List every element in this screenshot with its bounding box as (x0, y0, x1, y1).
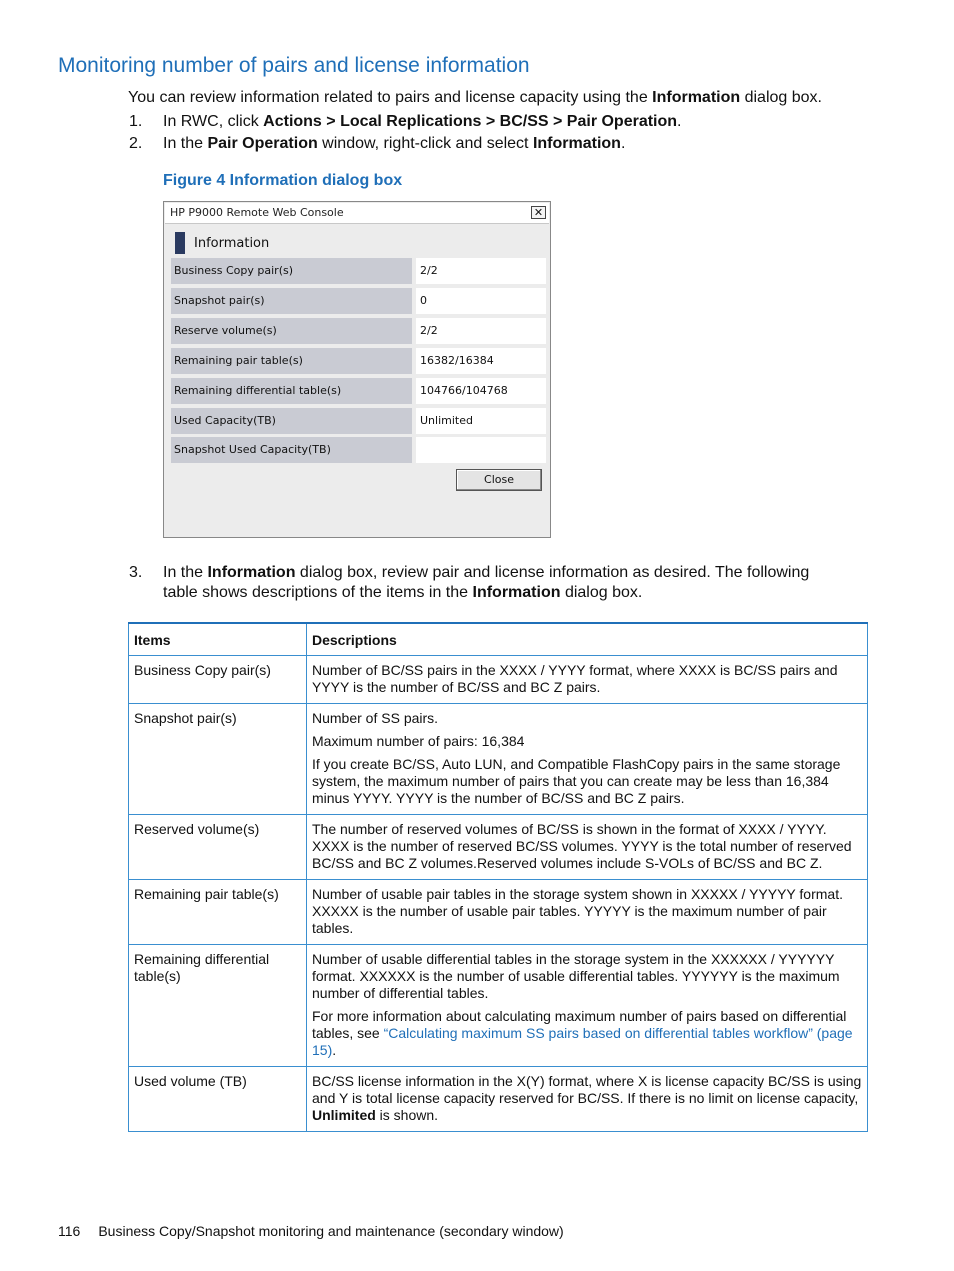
item-cell: Remaining differential table(s) (129, 945, 307, 1067)
table-row (129, 815, 868, 880)
dialog-heading: Information (194, 236, 270, 251)
step-number: 2. (129, 135, 143, 152)
info-label: Snapshot Used Capacity(TB) (171, 437, 412, 463)
item-cell: Used volume (TB) (129, 1067, 307, 1132)
info-label: Snapshot pair(s) (171, 288, 412, 314)
description-cell: The number of reserved volumes of BC/SS is shown in the format of XXXX / YYYY. XXXX is the number of reserved BC/SS volumes. YYYY is the total number of reserved BC/SS and BC Z volumes.Reserved volumes include S-VOLs of BC/SS and BC Z. (307, 815, 868, 880)
step-3-line-1: In the Information dialog box, review pair and license information as desired. The following (163, 564, 810, 581)
dialog-window-title: HP P9000 Remote Web Console (170, 206, 344, 219)
info-row (171, 348, 546, 374)
info-value: 2/2 (416, 318, 546, 344)
info-value: 104766/104768 (416, 378, 546, 404)
description-cell: Number of SS pairs. Maximum number of pairs: 16,384 If you create BC/SS, Auto LUN, and Compatible FlashCopy pairs in the same storage system, the maximum number of pairs that you can create may be less than 16,384 minus YYYY. YYYY is the number of BC/SS and BC Z pairs. (307, 704, 868, 815)
table-row (129, 945, 868, 1067)
step-3-line-2: table shows descriptions of the items in the Information dialog box. (163, 584, 643, 601)
header-items: Items (129, 623, 307, 656)
info-value: 16382/16384 (416, 348, 546, 374)
page-number: 116 (58, 1223, 81, 1239)
step-2-text: In the Pair Operation window, right-click and select Information. (163, 135, 626, 152)
page-title: Monitoring number of pairs and license information (58, 54, 530, 77)
info-value: Unlimited (416, 408, 546, 434)
header-descriptions: Descriptions (307, 623, 868, 656)
description-cell: Number of usable pair tables in the storage system shown in XXXXX / YYYYY format. XXXXX is the number of usable pair tables. YYYYY is the maximum number of pair tables. (307, 880, 868, 945)
info-label: Remaining pair table(s) (171, 348, 412, 374)
info-label: Business Copy pair(s) (171, 258, 412, 284)
info-label: Used Capacity(TB) (171, 408, 412, 434)
info-row (171, 437, 546, 463)
intro-paragraph: You can review information related to pairs and license capacity using the Information dialog box. (128, 89, 822, 106)
close-icon[interactable]: ✕ (531, 206, 546, 219)
table-row (129, 704, 868, 815)
info-value: 0 (416, 288, 546, 314)
info-label: Reserve volume(s) (171, 318, 412, 344)
info-label: Remaining differential table(s) (171, 378, 412, 404)
info-row (171, 318, 546, 344)
info-row (171, 288, 546, 314)
description-cell: Number of usable differential tables in the storage system in the XXXXXX / YYYYYY format. XXXXXX is the number of usable differential tables. YYYYYY is the maximum number of differential tables. For more information about calculating maximum number of pairs based on differential tables, see “Calculating maximum SS pairs based on differential tables workflow” (page 15). (307, 945, 868, 1067)
description-cell: Number of BC/SS pairs in the XXXX / YYYY format, where XXXX is BC/SS pairs and YYYY is the number of BC/SS and BC Z pairs. (307, 656, 868, 704)
close-button[interactable]: Close (456, 469, 542, 491)
table-row (129, 656, 868, 704)
figure-caption: Figure 4 Information dialog box (163, 172, 403, 189)
info-row (171, 258, 546, 284)
table-header-row (129, 623, 868, 656)
item-cell: Remaining pair table(s) (129, 880, 307, 945)
table-row (129, 880, 868, 945)
dialog-titlebar (165, 203, 549, 224)
page-footer (58, 1223, 564, 1239)
table-row (129, 1067, 868, 1132)
footer-text: Business Copy/Snapshot monitoring and maintenance (secondary window) (98, 1223, 564, 1239)
cross-reference-link[interactable]: “Calculating maximum SS pairs based on differential tables workflow” (page 15) (312, 1025, 853, 1058)
item-cell: Business Copy pair(s) (129, 656, 307, 704)
item-cell: Snapshot pair(s) (129, 704, 307, 815)
info-value (416, 437, 546, 463)
step-1-text: In RWC, click Actions > Local Replications > BC/SS > Pair Operation. (163, 113, 682, 130)
step-number: 1. (129, 113, 143, 130)
information-dialog (163, 201, 551, 538)
heading-marker (175, 232, 185, 254)
info-row (171, 378, 546, 404)
description-cell: BC/SS license information in the X(Y) format, where X is license capacity BC/SS is using and Y is total license capacity reserved for BC/SS. If there is no limit on license capacity, Unlimited is shown. (307, 1067, 868, 1132)
step-number: 3. (129, 564, 143, 581)
info-row (171, 408, 546, 434)
descriptions-table (128, 622, 868, 1132)
info-value: 2/2 (416, 258, 546, 284)
item-cell: Reserved volume(s) (129, 815, 307, 880)
